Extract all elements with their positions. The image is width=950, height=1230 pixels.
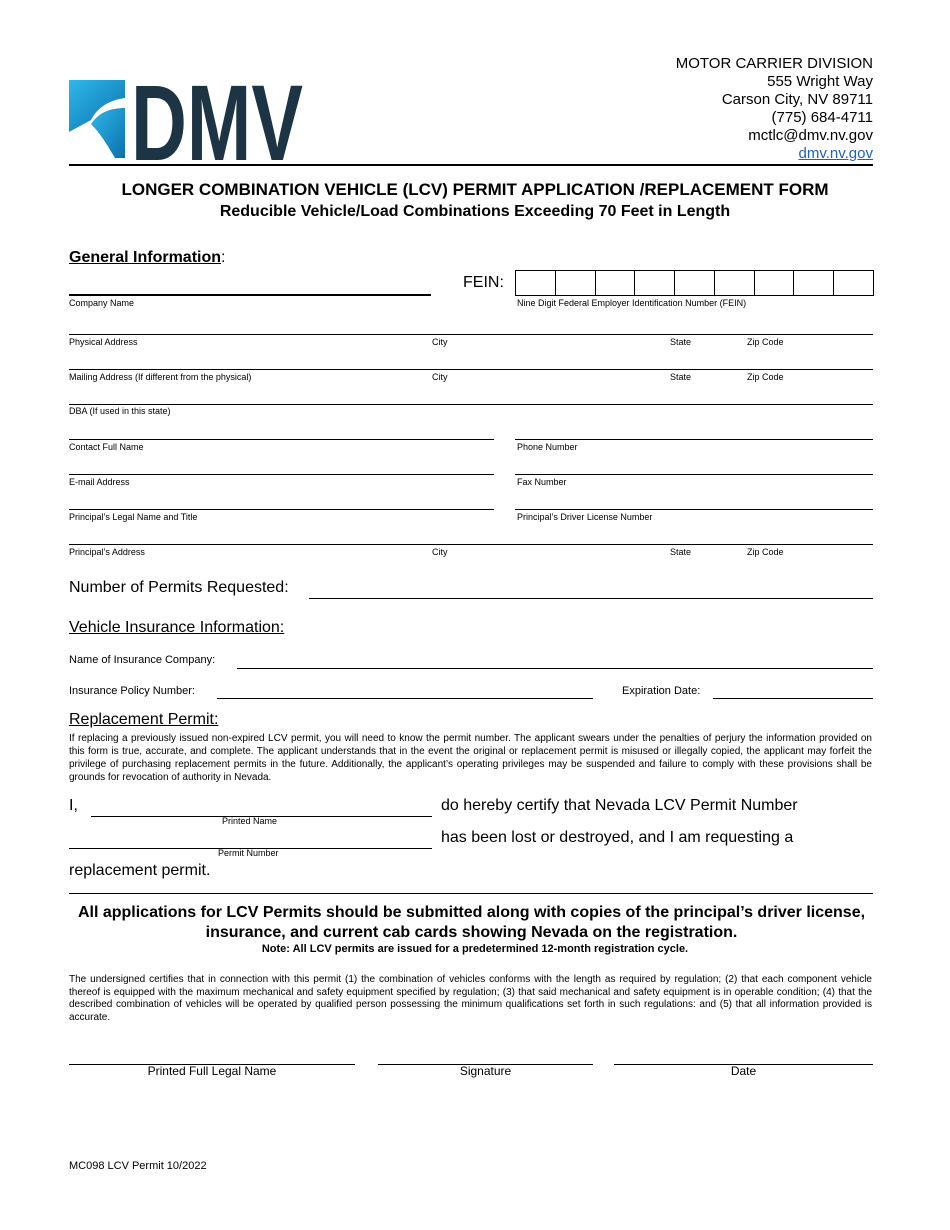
- dmv-logo: [69, 62, 304, 183]
- physical-address-line[interactable]: [69, 334, 873, 335]
- expiration-date-line[interactable]: [713, 698, 873, 699]
- physical-zip-label: Zip Code: [747, 337, 784, 347]
- phone: (775) 684-4711: [771, 109, 873, 126]
- dmv-logo-icon: [69, 62, 304, 183]
- contact-name-line[interactable]: [69, 439, 494, 440]
- physical-city-label: City: [432, 337, 448, 347]
- physical-address-label: Physical Address: [69, 337, 138, 347]
- dba-line[interactable]: [69, 404, 873, 405]
- dba-label: DBA (If used in this state): [69, 406, 171, 416]
- fein-label: FEIN:: [463, 274, 504, 291]
- website-link[interactable]: dmv.nv.gov: [798, 145, 873, 162]
- company-name-label: Company Name: [69, 298, 135, 308]
- printed-full-name-label: Printed Full Legal Name: [147, 1064, 277, 1078]
- insurance-company-line[interactable]: [237, 668, 873, 669]
- submission-note: All applications for LCV Permits should be submitted along with copies of the principal’s driver license, insurance, and current cab cards showing Nevada on the registration.: [77, 904, 866, 941]
- phone-number-line[interactable]: [515, 439, 873, 440]
- permits-requested-label: Number of Permits Requested:: [69, 579, 289, 596]
- signature-label: Signature: [459, 1064, 512, 1078]
- form-number-footer: MC098 LCV Permit 10/2022: [69, 1160, 207, 1172]
- general-info-heading: General Information:: [69, 249, 226, 266]
- header-rule: [69, 164, 873, 166]
- fein-description: Nine Digit Federal Employer Identification Number (FEIN): [517, 298, 747, 308]
- principal-name-label: Principal’s Legal Name and Title: [69, 512, 198, 522]
- company-name-line[interactable]: [69, 294, 431, 296]
- principal-name-line[interactable]: [69, 509, 494, 510]
- form-subtitle: Reducible Vehicle/Load Combinations Exceeding 70 Feet in Length: [219, 203, 731, 220]
- city-state-zip: Carson City, NV 89711: [721, 91, 873, 108]
- policy-number-line[interactable]: [217, 698, 593, 699]
- header-address: [676, 55, 873, 163]
- fax-label: Fax Number: [517, 477, 567, 487]
- mailing-zip-label: Zip Code: [747, 372, 784, 382]
- email-line[interactable]: [69, 474, 494, 475]
- certify-i: I,: [69, 797, 78, 814]
- section-divider: [69, 893, 873, 894]
- principal-state-label: State: [670, 547, 692, 557]
- printed-name-label: Printed Name: [222, 816, 278, 826]
- mailing-address-line[interactable]: [69, 369, 873, 370]
- phone-number-label: Phone Number: [517, 442, 578, 452]
- permits-requested-line[interactable]: [309, 598, 873, 599]
- insurance-company-label: Name of Insurance Company:: [69, 654, 216, 666]
- date-label: Date: [730, 1064, 757, 1078]
- principal-city-label: City: [432, 547, 448, 557]
- fein-input-boxes[interactable]: [515, 270, 874, 296]
- mailing-address-label: Mailing Address (If different from the physical): [69, 372, 252, 382]
- policy-number-label: Insurance Policy Number:: [69, 685, 195, 697]
- certify-text: do hereby certify that Nevada LCV Permit Number: [441, 797, 798, 814]
- principal-dl-line[interactable]: [515, 509, 873, 510]
- insurance-heading: Vehicle Insurance Information:: [69, 619, 285, 636]
- lost-text: has been lost or destroyed, and I am requesting a: [441, 829, 794, 846]
- certification-paragraph: The undersigned certifies that in connection with this permit (1) the combination of vehicles conforms with the length as required by regulation; (2) that each component vehicle thereof is equipped with the maximum mechanical and safety equipment specified by regulation; (3) that said mechanical and safety equipment is in operable condition; (4) that the described combination of vehicles will be operated by qualified person possessing the minimum qualifications set forth in such regulations: and (5) that all information provided is accurate.: [69, 974, 872, 1023]
- replacement-paragraph: If replacing a previously issued non-expired LCV permit, you will need to know the permit number. The applicant swears under the penalties of perjury the information provided on this form is true, accurate, and complete. The applicant understands that in the event the original or replacement permit is misused or illegally copied, the applicant may forfeit the privilege of purchasing replacement permits in the future. Additionally, the applicant’s operating privileges may be suspended and failure to comply with these provisions shall be grounds for revocation of authority in Nevada.: [69, 733, 872, 783]
- cycle-note: Note: All LCV permits are issued for a predetermined 12-month registration cycle.: [261, 943, 689, 955]
- svg-text:DMV: DMV: [131, 62, 303, 183]
- replacement-permit-text: replacement permit.: [69, 862, 211, 879]
- principal-dl-label: Principal’s Driver License Number: [517, 512, 653, 522]
- replacement-heading: Replacement Permit:: [69, 711, 219, 728]
- street-address: 555 Wright Way: [767, 73, 873, 90]
- division-name: MOTOR CARRIER DIVISION: [675, 55, 873, 72]
- fax-line[interactable]: [515, 474, 873, 475]
- form-title: LONGER COMBINATION VEHICLE (LCV) PERMIT APPLICATION /REPLACEMENT FORM: [121, 180, 829, 199]
- principal-address-line[interactable]: [69, 544, 873, 545]
- permit-number-label: Permit Number: [218, 848, 279, 858]
- mailing-city-label: City: [432, 372, 448, 382]
- email: mctlc@dmv.nv.gov: [748, 127, 873, 144]
- contact-name-label: Contact Full Name: [69, 442, 144, 452]
- principal-zip-label: Zip Code: [747, 547, 784, 557]
- principal-address-label: Principal’s Address: [69, 547, 145, 557]
- email-label: E-mail Address: [69, 477, 130, 487]
- physical-state-label: State: [670, 337, 692, 347]
- mailing-state-label: State: [670, 372, 692, 382]
- expiration-date-label: Expiration Date:: [622, 685, 701, 697]
